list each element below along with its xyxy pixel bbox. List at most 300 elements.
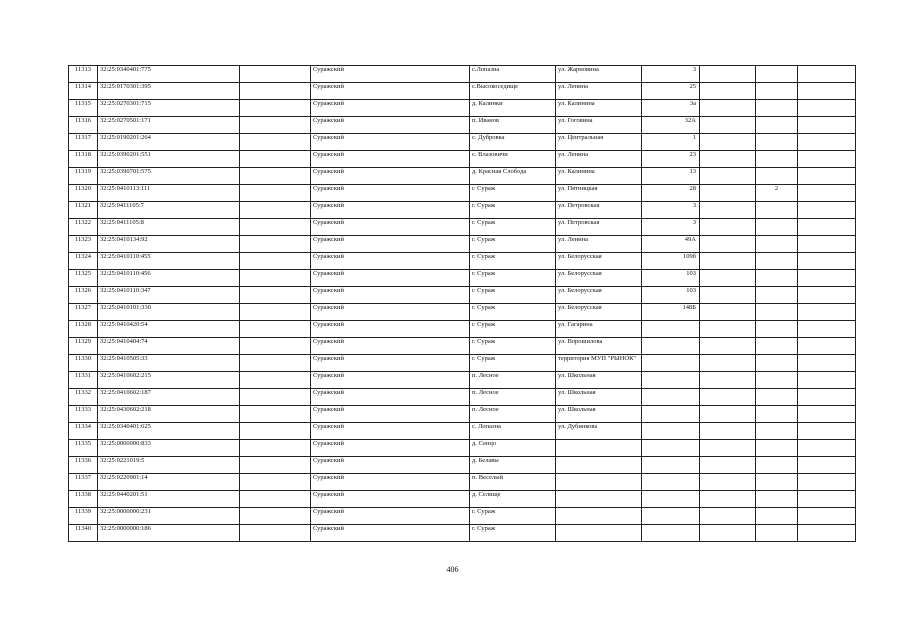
district: Суражский [311, 304, 470, 321]
extra-cell [756, 457, 798, 474]
table-row [69, 83, 856, 100]
record-number: 11337 [69, 474, 98, 491]
blank-cell [240, 423, 311, 440]
extra-cell [798, 508, 856, 525]
settlement: п. Иванов [470, 117, 556, 134]
cadastral-number: 32:25:0410420:54 [98, 321, 240, 338]
extra-cell [756, 338, 798, 355]
extra-cell [798, 372, 856, 389]
settlement: г. Сураж [470, 270, 556, 287]
extra-cell [700, 491, 756, 508]
table-row [69, 253, 856, 270]
record-number: 11322 [69, 219, 98, 236]
settlement: с.Высокоседище [470, 83, 556, 100]
street [556, 491, 642, 508]
district: Суражский [311, 372, 470, 389]
blank-cell [240, 185, 311, 202]
street [556, 525, 642, 542]
record-number: 11315 [69, 100, 98, 117]
street: ул. Белорусская [556, 304, 642, 321]
street: ул. Центральная [556, 134, 642, 151]
extra-cell [700, 338, 756, 355]
extra-cell [798, 117, 856, 134]
record-number: 11340 [69, 525, 98, 542]
cadastral-number: 32:25:0410110:347 [98, 287, 240, 304]
district: Суражский [311, 151, 470, 168]
street: ул. Петровская [556, 202, 642, 219]
extra-cell [756, 406, 798, 423]
settlement: с. Влазовичи [470, 151, 556, 168]
extra-cell [756, 508, 798, 525]
street: ул. Петровская [556, 219, 642, 236]
house-number: 103 [642, 287, 700, 304]
extra-cell [756, 202, 798, 219]
settlement: г. Сураж [470, 219, 556, 236]
street: ул. Школьная [556, 389, 642, 406]
blank-cell [240, 338, 311, 355]
record-number: 11339 [69, 508, 98, 525]
extra-cell [798, 474, 856, 491]
extra-cell [700, 185, 756, 202]
record-number: 11335 [69, 440, 98, 457]
extra-cell: 2 [756, 185, 798, 202]
extra-cell [700, 406, 756, 423]
table-row [69, 304, 856, 321]
house-number: 13 [642, 168, 700, 185]
house-number [642, 355, 700, 372]
settlement: г. Сураж [470, 338, 556, 355]
extra-cell [700, 304, 756, 321]
house-number: 3 [642, 219, 700, 236]
extra-cell [798, 355, 856, 372]
extra-cell [756, 100, 798, 117]
extra-cell [756, 355, 798, 372]
settlement: с. Дубровка [470, 134, 556, 151]
house-number [642, 457, 700, 474]
extra-cell [798, 168, 856, 185]
street [556, 440, 642, 457]
blank-cell [240, 151, 311, 168]
district: Суражский [311, 287, 470, 304]
settlement: г. Сураж [470, 202, 556, 219]
record-number: 11324 [69, 253, 98, 270]
record-number: 11313 [69, 66, 98, 83]
extra-cell [798, 151, 856, 168]
blank-cell [240, 372, 311, 389]
table-row [69, 219, 856, 236]
extra-cell [700, 389, 756, 406]
table-row [69, 270, 856, 287]
extra-cell [798, 491, 856, 508]
extra-cell [756, 219, 798, 236]
extra-cell [798, 525, 856, 542]
table-body [69, 66, 856, 542]
record-number: 11319 [69, 168, 98, 185]
table-row [69, 287, 856, 304]
district: Суражский [311, 236, 470, 253]
cadastral-number: 32:25:0000000:231 [98, 508, 240, 525]
blank-cell [240, 491, 311, 508]
settlement: с. Лопазна [470, 423, 556, 440]
extra-cell [756, 253, 798, 270]
cadastral-number: 32:25:0410505:33 [98, 355, 240, 372]
table-row [69, 457, 856, 474]
extra-cell [756, 83, 798, 100]
settlement: с.Лопазна [470, 66, 556, 83]
table-row [69, 525, 856, 542]
district: Суражский [311, 474, 470, 491]
extra-cell [756, 304, 798, 321]
extra-cell [700, 202, 756, 219]
record-number: 11331 [69, 372, 98, 389]
district: Суражский [311, 440, 470, 457]
extra-cell [756, 151, 798, 168]
district: Суражский [311, 389, 470, 406]
settlement: г. Сураж [470, 355, 556, 372]
table-row [69, 491, 856, 508]
extra-cell [756, 134, 798, 151]
table-row [69, 151, 856, 168]
blank-cell [240, 304, 311, 321]
settlement: г. Сураж [470, 525, 556, 542]
cadastral-number: 32:25:0220901:14 [98, 474, 240, 491]
cadastral-number: 32:25:0000000:833 [98, 440, 240, 457]
blank-cell [240, 219, 311, 236]
extra-cell [798, 304, 856, 321]
blank-cell [240, 389, 311, 406]
settlement: г. Сураж [470, 304, 556, 321]
record-number: 11334 [69, 423, 98, 440]
cadastral-number: 32:25:0410101:330 [98, 304, 240, 321]
district: Суражский [311, 423, 470, 440]
house-number: 25 [642, 83, 700, 100]
street: ул. Жарновина [556, 66, 642, 83]
record-number: 11329 [69, 338, 98, 355]
record-number: 11336 [69, 457, 98, 474]
district: Суражский [311, 168, 470, 185]
settlement: п. Лесное [470, 372, 556, 389]
extra-cell [700, 117, 756, 134]
blank-cell [240, 100, 311, 117]
street: ул. Пятницкая [556, 185, 642, 202]
blank-cell [240, 457, 311, 474]
extra-cell [798, 338, 856, 355]
record-number: 11332 [69, 389, 98, 406]
street: ул. Белорусская [556, 270, 642, 287]
district: Суражский [311, 66, 470, 83]
table-row [69, 100, 856, 117]
house-number [642, 321, 700, 338]
house-number: 28 [642, 185, 700, 202]
blank-cell [240, 83, 311, 100]
extra-cell [700, 321, 756, 338]
house-number: 148Б [642, 304, 700, 321]
extra-cell [756, 168, 798, 185]
table-row [69, 423, 856, 440]
table-row [69, 168, 856, 185]
house-number [642, 440, 700, 457]
blank-cell [240, 355, 311, 372]
extra-cell [700, 474, 756, 491]
house-number [642, 491, 700, 508]
extra-cell [798, 66, 856, 83]
district: Суражский [311, 185, 470, 202]
street: ул. Калинина [556, 100, 642, 117]
table-row [69, 406, 856, 423]
extra-cell [798, 202, 856, 219]
extra-cell [700, 219, 756, 236]
blank-cell [240, 440, 311, 457]
house-number: 23 [642, 151, 700, 168]
house-number: 1 [642, 134, 700, 151]
street: ул. Ворошилова [556, 338, 642, 355]
blank-cell [240, 253, 311, 270]
settlement: д. Сенцо [470, 440, 556, 457]
record-number: 11314 [69, 83, 98, 100]
settlement: г. Сураж [470, 287, 556, 304]
records-table [68, 65, 856, 542]
street: ул. Ленина [556, 236, 642, 253]
record-number: 11321 [69, 202, 98, 219]
street: ул. Белорусская [556, 253, 642, 270]
street: ул. Ленина [556, 83, 642, 100]
cadastral-number: 32:25:0410134:92 [98, 236, 240, 253]
district: Суражский [311, 117, 470, 134]
extra-cell [798, 287, 856, 304]
extra-cell [700, 508, 756, 525]
extra-cell [798, 253, 856, 270]
street [556, 457, 642, 474]
extra-cell [700, 440, 756, 457]
cadastral-number: 32:25:0390201:551 [98, 151, 240, 168]
extra-cell [700, 134, 756, 151]
extra-cell [798, 236, 856, 253]
district: Суражский [311, 491, 470, 508]
table-row [69, 440, 856, 457]
extra-cell [700, 66, 756, 83]
house-number: 109б [642, 253, 700, 270]
extra-cell [756, 491, 798, 508]
district: Суражский [311, 321, 470, 338]
settlement: г. Сураж [470, 508, 556, 525]
house-number [642, 372, 700, 389]
extra-cell [700, 253, 756, 270]
street: ул. Гагарина [556, 321, 642, 338]
settlement: п. Лесное [470, 406, 556, 423]
record-number: 11328 [69, 321, 98, 338]
cadastral-number: 32:25:0410404:74 [98, 338, 240, 355]
settlement: г. Сураж [470, 253, 556, 270]
blank-cell [240, 287, 311, 304]
extra-cell [798, 83, 856, 100]
extra-cell [756, 66, 798, 83]
street [556, 474, 642, 491]
cadastral-number: 32:25:0340401:625 [98, 423, 240, 440]
extra-cell [798, 457, 856, 474]
extra-cell [700, 355, 756, 372]
street: ул. Дубинкова [556, 423, 642, 440]
cadastral-number: 32:25:0410602:187 [98, 389, 240, 406]
blank-cell [240, 474, 311, 491]
extra-cell [756, 525, 798, 542]
house-number [642, 525, 700, 542]
extra-cell [756, 236, 798, 253]
street: территория МУП "РЫНОК" [556, 355, 642, 372]
house-number [642, 389, 700, 406]
extra-cell [756, 440, 798, 457]
house-number [642, 508, 700, 525]
district: Суражский [311, 406, 470, 423]
blank-cell [240, 236, 311, 253]
house-number: 103 [642, 270, 700, 287]
settlement: д. Калинки [470, 100, 556, 117]
district: Суражский [311, 525, 470, 542]
table-row [69, 474, 856, 491]
record-number: 11333 [69, 406, 98, 423]
record-number: 11320 [69, 185, 98, 202]
extra-cell [798, 389, 856, 406]
extra-cell [756, 423, 798, 440]
district: Суражский [311, 355, 470, 372]
extra-cell [700, 287, 756, 304]
cadastral-number: 32:25:0390701:575 [98, 168, 240, 185]
cadastral-number: 32:25:0430602:218 [98, 406, 240, 423]
house-number [642, 338, 700, 355]
extra-cell [700, 372, 756, 389]
house-number: 3 [642, 202, 700, 219]
extra-cell [756, 474, 798, 491]
street: ул. Калинина [556, 168, 642, 185]
cadastral-number: 32:25:0440201:51 [98, 491, 240, 508]
record-number: 11326 [69, 287, 98, 304]
record-number: 11338 [69, 491, 98, 508]
extra-cell [798, 219, 856, 236]
table-row [69, 372, 856, 389]
street: ул. Школьная [556, 406, 642, 423]
street [556, 508, 642, 525]
house-number [642, 406, 700, 423]
table-row [69, 66, 856, 83]
extra-cell [798, 185, 856, 202]
district: Суражский [311, 457, 470, 474]
settlement: п. Веселый [470, 474, 556, 491]
blank-cell [240, 525, 311, 542]
extra-cell [700, 525, 756, 542]
extra-cell [700, 83, 756, 100]
settlement: г. Сураж [470, 321, 556, 338]
extra-cell [756, 389, 798, 406]
house-number: 49А [642, 236, 700, 253]
extra-cell [798, 100, 856, 117]
district: Суражский [311, 134, 470, 151]
cadastral-number: 32:25:0410113:111 [98, 185, 240, 202]
extra-cell [756, 321, 798, 338]
settlement: д. Селище [470, 491, 556, 508]
table-row [69, 389, 856, 406]
settlement: д. Красная Слобода [470, 168, 556, 185]
extra-cell [798, 423, 856, 440]
house-number [642, 474, 700, 491]
street: ул. Гоговина [556, 117, 642, 134]
settlement: п. Лесное [470, 389, 556, 406]
settlement: г. Сураж [470, 185, 556, 202]
page-number: 406 [446, 565, 459, 574]
record-number: 11318 [69, 151, 98, 168]
record-number: 11325 [69, 270, 98, 287]
district: Суражский [311, 253, 470, 270]
street: ул. Школьная [556, 372, 642, 389]
extra-cell [700, 423, 756, 440]
record-number: 11323 [69, 236, 98, 253]
cadastral-number: 32:25:0170301:395 [98, 83, 240, 100]
cadastral-number: 32:25:0410110:455 [98, 253, 240, 270]
record-number: 11316 [69, 117, 98, 134]
blank-cell [240, 66, 311, 83]
blank-cell [240, 270, 311, 287]
cadastral-number: 32:25:0000000:186 [98, 525, 240, 542]
district: Суражский [311, 219, 470, 236]
extra-cell [756, 117, 798, 134]
table-row [69, 202, 856, 219]
extra-cell [700, 270, 756, 287]
extra-cell [798, 270, 856, 287]
blank-cell [240, 168, 311, 185]
cadastral-number: 32:25:0410602:215 [98, 372, 240, 389]
extra-cell [756, 372, 798, 389]
extra-cell [700, 457, 756, 474]
house-number: 3а [642, 100, 700, 117]
district: Суражский [311, 508, 470, 525]
house-number: 3 [642, 66, 700, 83]
house-number [642, 423, 700, 440]
extra-cell [798, 406, 856, 423]
extra-cell [700, 151, 756, 168]
blank-cell [240, 117, 311, 134]
settlement: г. Сураж [470, 236, 556, 253]
extra-cell [798, 134, 856, 151]
extra-cell [756, 287, 798, 304]
table-row [69, 338, 856, 355]
district: Суражский [311, 202, 470, 219]
district: Суражский [311, 338, 470, 355]
house-number: 32А [642, 117, 700, 134]
extra-cell [700, 236, 756, 253]
table-row [69, 321, 856, 338]
blank-cell [240, 134, 311, 151]
record-number: 11327 [69, 304, 98, 321]
district: Суражский [311, 270, 470, 287]
cadastral-number: 32:25:0411105:7 [98, 202, 240, 219]
extra-cell [798, 440, 856, 457]
street: ул. Ленина [556, 151, 642, 168]
table-row [69, 117, 856, 134]
blank-cell [240, 202, 311, 219]
cadastral-number: 32:25:0270301:715 [98, 100, 240, 117]
extra-cell [700, 100, 756, 117]
cadastral-number: 32:25:0190201:264 [98, 134, 240, 151]
extra-cell [756, 270, 798, 287]
cadastral-number: 32:25:0270501:171 [98, 117, 240, 134]
table-row [69, 134, 856, 151]
blank-cell [240, 406, 311, 423]
cadastral-number: 32:25:0410110:456 [98, 270, 240, 287]
table-row [69, 185, 856, 202]
table-row [69, 508, 856, 525]
extra-cell [700, 168, 756, 185]
blank-cell [240, 321, 311, 338]
table-row [69, 355, 856, 372]
settlement: д. Белавы [470, 457, 556, 474]
